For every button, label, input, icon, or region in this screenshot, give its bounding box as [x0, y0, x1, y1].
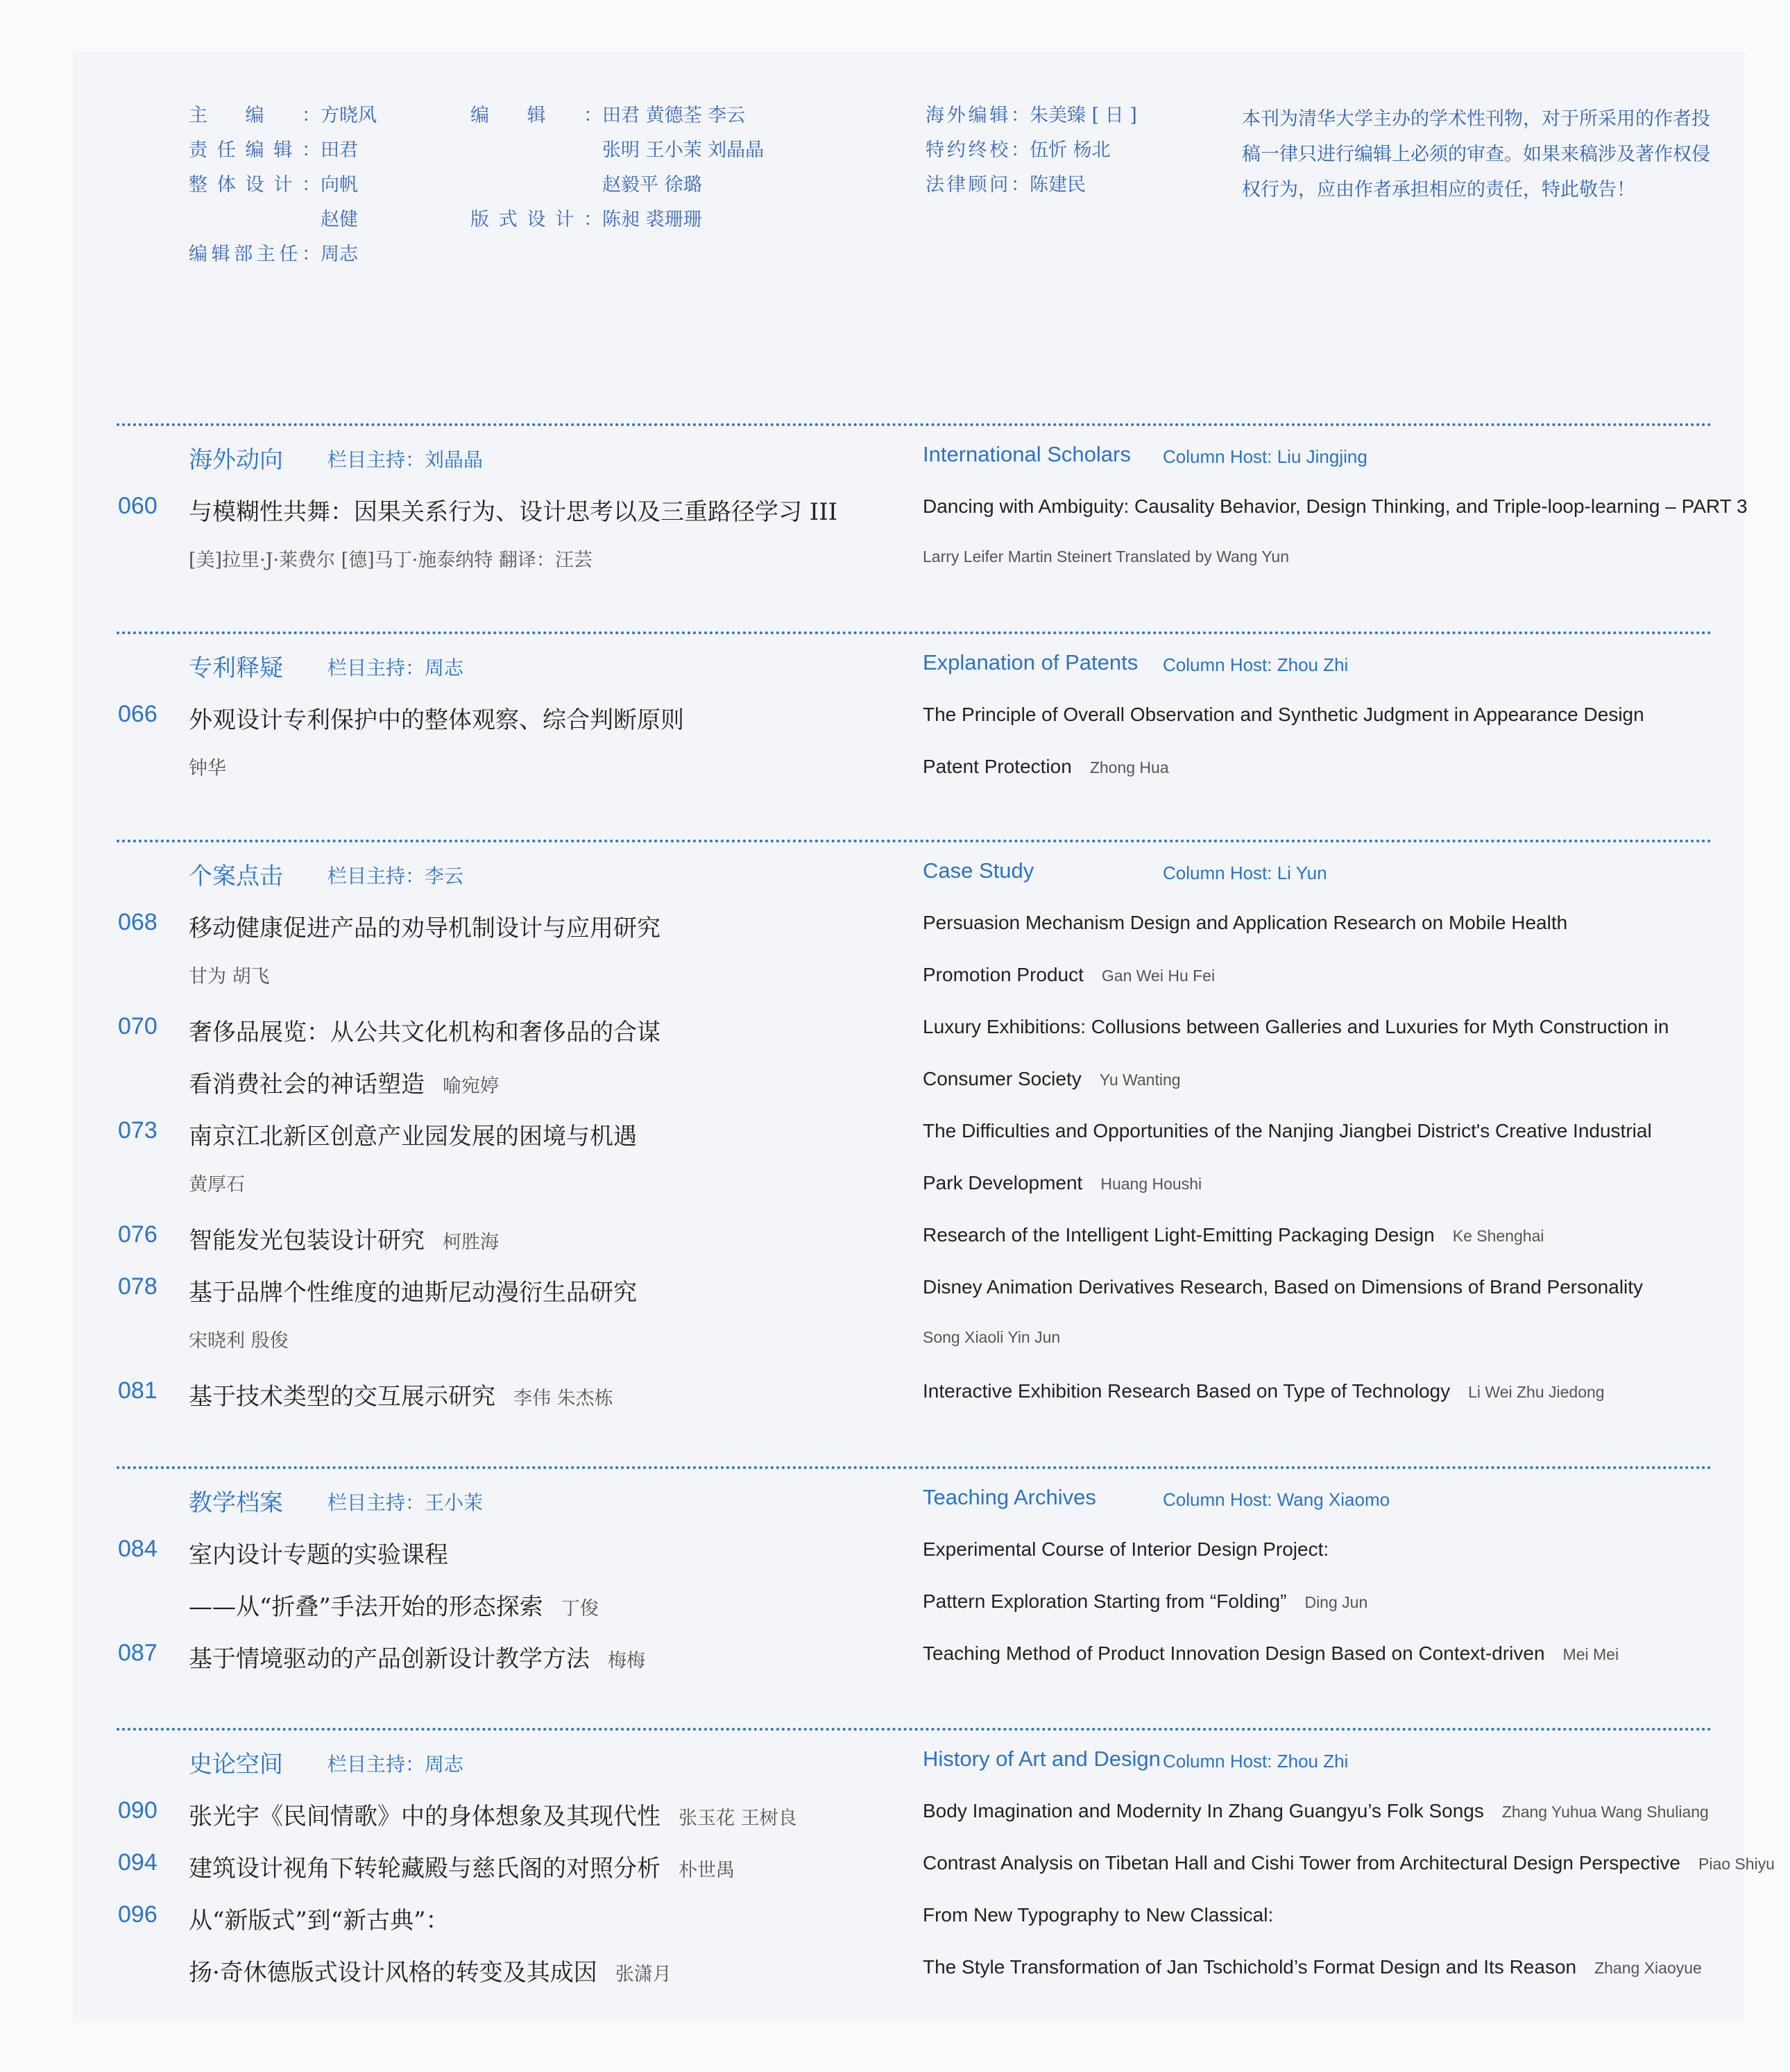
- masthead-value: 赵健: [321, 209, 358, 230]
- section-title-cn: 教学档案: [189, 1489, 283, 1517]
- article-author-en: Larry Leifer Martin Steinert Translated by Wang Yun: [923, 547, 1289, 566]
- entry-en: [923, 495, 1748, 518]
- masthead-row: [470, 133, 764, 168]
- masthead-value: 向帆: [321, 174, 358, 196]
- column-host-en: Column Host: Zhou Zhi: [1163, 1751, 1349, 1772]
- masthead-value: 方晓风: [321, 105, 377, 126]
- entry-en: [923, 756, 1169, 778]
- entry-cn: [189, 1013, 660, 1047]
- column-host-cn: 栏目主持：刘晶晶: [327, 448, 484, 471]
- page-number: 068: [118, 909, 157, 935]
- article-author-en: Zhang Xiaoyue: [1594, 1959, 1702, 1977]
- article-title-en[interactable]: The Difficulties and Opportunities of the Nanjing Jiangbei District's Creative Industrial: [923, 1120, 1652, 1141]
- article-title-en[interactable]: Luxury Exhibitions: Collusions between Galleries and Luxuries for Myth Construction in: [923, 1016, 1669, 1037]
- section-title-en: History of Art and Design: [923, 1747, 1161, 1771]
- page-number: 081: [118, 1377, 157, 1404]
- masthead-label: 编辑部主任：: [189, 244, 321, 265]
- entry-en: [923, 547, 1289, 566]
- page-number: 090: [118, 1797, 157, 1824]
- page-number: 096: [118, 1901, 157, 1928]
- article-author-cn: 柯胜海: [443, 1232, 499, 1253]
- masthead-row: [470, 168, 764, 203]
- article-author-cn: 喻宛婷: [443, 1076, 499, 1097]
- masthead-value: 张明 王小茉 刘晶晶: [602, 139, 765, 161]
- column-host-cn: 栏目主持：王小茉: [327, 1491, 484, 1514]
- section-title-en: International Scholars: [923, 442, 1131, 466]
- column-host-en: Column Host: Li Yun: [1163, 863, 1327, 883]
- entry-cn: [189, 701, 684, 735]
- page-number: 078: [118, 1273, 157, 1300]
- entry-en: [923, 1120, 1652, 1142]
- article-title-en[interactable]: The Principle of Overall Observation and Synthetic Judgment in Appearance Design: [923, 704, 1644, 725]
- article-title-en[interactable]: Research of the Intelligent Light-Emitting Packaging Design: [923, 1224, 1435, 1246]
- article-title-en[interactable]: From New Typography to New Classical:: [923, 1904, 1274, 1926]
- column-host-cn: 栏目主持：周志: [327, 656, 464, 679]
- page-number: 094: [118, 1849, 157, 1876]
- article-title-cn[interactable]: ——从“折叠”手法开始的形态探索: [189, 1593, 543, 1621]
- entry-cn: [189, 493, 837, 527]
- entry-cn: [189, 961, 270, 988]
- article-author-cn: 张潇月: [615, 1964, 672, 1985]
- article-title-cn[interactable]: 与模糊性共舞：因果关系行为、设计思考以及三重路径学习 III: [189, 498, 838, 526]
- article-author-cn: 朴世禺: [679, 1860, 735, 1881]
- masthead-value: 陈昶 裘珊珊: [602, 209, 702, 230]
- article-title-cn[interactable]: 基于情境驱动的产品创新设计教学方法: [189, 1645, 590, 1673]
- page-number: 070: [118, 1013, 157, 1039]
- masthead-label: 编辑：: [470, 105, 602, 126]
- masthead-row: [926, 99, 1137, 133]
- column-host-en: Column Host: Wang Xiaomo: [1163, 1489, 1390, 1510]
- entry-cn: [189, 1901, 450, 1935]
- entry-en: [923, 1328, 1060, 1347]
- column-host-en: Column Host: Liu Jingjing: [1163, 446, 1367, 467]
- section-title-en: Explanation of Patents: [923, 650, 1139, 674]
- entry-en: [923, 1904, 1273, 1926]
- article-title-cn[interactable]: 移动健康促进产品的劝导机制设计与应用研究: [189, 915, 660, 942]
- entry-cn: [189, 1797, 797, 1831]
- section-title-en: Case Study: [923, 858, 1034, 883]
- section-title-cn: 史论空间: [189, 1751, 283, 1778]
- masthead-value: 赵毅平 徐璐: [602, 174, 702, 196]
- section-divider: [117, 631, 1712, 634]
- entry-cn: [189, 1169, 245, 1196]
- article-author-en: Zhong Hua: [1089, 758, 1169, 776]
- section-divider: [117, 840, 1712, 842]
- article-author-en: Zhang Yuhua Wang Shuliang: [1501, 1803, 1709, 1821]
- article-title-en[interactable]: Teaching Method of Product Innovation Design Based on Context-driven: [923, 1642, 1545, 1664]
- entry-en: [923, 912, 1567, 934]
- article-title-cn[interactable]: 基于品牌个性维度的迪斯尼动漫衍生品研究: [189, 1279, 637, 1307]
- article-title-cn[interactable]: 从“新版式”到“新古典”：: [189, 1907, 450, 1935]
- article-title-en[interactable]: Consumer Society: [923, 1068, 1082, 1089]
- article-author-cn: 宋晓利 殷俊: [189, 1330, 289, 1352]
- entry-en: [923, 1590, 1367, 1613]
- masthead-value: 田君: [321, 139, 358, 161]
- entry-cn: [189, 1640, 645, 1674]
- masthead-row: [926, 133, 1137, 168]
- section-title-cn: 海外动向: [189, 446, 283, 474]
- article-title-cn[interactable]: 看消费社会的神话塑造: [189, 1071, 425, 1098]
- entry-en: [923, 1224, 1544, 1246]
- masthead-column-1: [189, 99, 377, 272]
- article-title-cn[interactable]: 扬·奇休德版式设计风格的转变及其成因: [189, 1959, 597, 1987]
- masthead-value: 伍忻 杨北: [1030, 139, 1111, 161]
- masthead-column-2: [470, 99, 764, 237]
- section-divider: [117, 423, 1712, 426]
- entry-cn: [189, 1849, 735, 1883]
- masthead-row: [189, 133, 377, 168]
- page-number: 060: [118, 493, 157, 519]
- article-title-cn[interactable]: 智能发光包装设计研究: [189, 1227, 425, 1255]
- article-title-cn[interactable]: 建筑设计视角下转轮藏殿与慈氏阁的对照分析: [189, 1855, 660, 1883]
- article-author-en: Yu Wanting: [1099, 1071, 1181, 1089]
- page-number: 084: [118, 1536, 157, 1562]
- article-title-cn[interactable]: 外观设计专利保护中的整体观察、综合判断原则: [189, 706, 684, 734]
- entry-cn: [189, 1377, 613, 1411]
- article-author-en: Song Xiaoli Yin Jun: [923, 1328, 1061, 1346]
- article-title-en[interactable]: Contrast Analysis on Tibetan Hall and Cishi Tower from Architectural Design Perspective: [923, 1852, 1680, 1874]
- entry-en: [923, 1276, 1643, 1298]
- article-author-cn: 李伟 朱杰栋: [513, 1388, 613, 1409]
- masthead-label: 法律顾问：: [926, 174, 1030, 196]
- masthead-row: [470, 203, 764, 237]
- page-number: 073: [118, 1117, 157, 1144]
- column-host-cn: 栏目主持：周志: [327, 1753, 464, 1776]
- masthead-value: 周志: [321, 244, 358, 265]
- masthead-row: [926, 168, 1137, 203]
- entry-en: [923, 1538, 1329, 1561]
- masthead-label: 海外编辑：: [926, 105, 1030, 126]
- article-author-cn: [美]拉里·J·莱费尔 [德]马丁·施泰纳特 翻译：汪芸: [189, 550, 593, 571]
- entry-cn: [189, 545, 593, 572]
- masthead-row: [189, 99, 377, 133]
- article-author-en: Ke Shenghai: [1452, 1227, 1544, 1245]
- article-author-en: Mei Mei: [1562, 1645, 1619, 1663]
- entry-en: [923, 964, 1215, 986]
- article-author-cn: 黄厚石: [189, 1174, 245, 1196]
- article-title-en[interactable]: Dancing with Ambiguity: Causality Behavior, Design Thinking, and Triple-loop-learning – PART 3: [923, 495, 1748, 517]
- page-number: 087: [118, 1640, 157, 1666]
- copyright-notice: 本刊为清华大学主办的学术性刊物，对于所采用的作者投稿一律只进行编辑上必须的审查。如果来稿涉及著作权侵权行为，应由作者承担相应的责任，特此敬告！: [1242, 108, 1710, 201]
- entry-en: [923, 704, 1644, 726]
- article-title-en[interactable]: Body Imagination and Modernity In Zhang Guangyu’s Folk Songs: [923, 1800, 1484, 1822]
- article-title-cn[interactable]: 基于技术类型的交互展示研究: [189, 1383, 495, 1411]
- entry-cn: [189, 1588, 599, 1622]
- masthead-value: 朱美臻 [ 日 ]: [1030, 105, 1137, 126]
- entry-cn: [189, 1953, 672, 1987]
- article-title-en[interactable]: The Style Transformation of Jan Tschichold’s Format Design and Its Reason: [923, 1956, 1577, 1978]
- entry-en: [923, 1068, 1181, 1090]
- masthead-label: 整体设计：: [189, 174, 321, 196]
- article-author-en: Ding Jun: [1304, 1593, 1368, 1611]
- entry-cn: [189, 1536, 448, 1570]
- article-title-en[interactable]: Patent Protection: [923, 756, 1072, 777]
- article-author-en: Gan Wei Hu Fei: [1101, 967, 1216, 985]
- entry-en: [923, 1172, 1202, 1194]
- entry-cn: [189, 1221, 499, 1255]
- column-host-cn: 栏目主持：李云: [327, 865, 464, 888]
- article-title-en[interactable]: Persuasion Mechanism Design and Application Research on Mobile Health: [923, 912, 1568, 933]
- section-divider: [117, 1728, 1712, 1731]
- article-title-en[interactable]: Disney Animation Derivatives Research, Based on Dimensions of Brand Personality: [923, 1276, 1644, 1298]
- entry-en: [923, 1956, 1702, 1978]
- entry-cn: [189, 1273, 637, 1307]
- entry-en: [923, 1016, 1669, 1038]
- page-number: 076: [118, 1221, 157, 1248]
- article-title-cn[interactable]: 室内设计专题的实验课程: [189, 1541, 448, 1569]
- entry-en: [923, 1852, 1775, 1874]
- entry-en: [923, 1642, 1619, 1665]
- entry-cn: [189, 1065, 499, 1099]
- article-author-en: Li Wei Zhu Jiedong: [1468, 1383, 1605, 1401]
- masthead-row: [189, 203, 377, 237]
- article-author-cn: 丁俊: [561, 1598, 599, 1620]
- article-author-cn: 张玉花 王树良: [679, 1808, 797, 1829]
- article-author-cn: 梅梅: [608, 1650, 645, 1672]
- article-title-cn[interactable]: 奢侈品展览：从公共文化机构和奢侈品的合谋: [189, 1019, 660, 1046]
- masthead-label: 版式设计：: [470, 209, 602, 230]
- column-host-en: Column Host: Zhou Zhi: [1163, 654, 1349, 675]
- article-author-en: Huang Houshi: [1100, 1175, 1202, 1193]
- masthead-label: 责任编辑：: [189, 139, 321, 161]
- entry-cn: [189, 753, 226, 780]
- section-divider: [117, 1466, 1712, 1469]
- masthead-row: [189, 168, 377, 203]
- article-title-en[interactable]: Pattern Exploration Starting from “Folding”: [923, 1590, 1287, 1612]
- masthead-value: 田君 黄德荃 李云: [602, 105, 746, 126]
- entry-cn: [189, 909, 660, 943]
- masthead-label: 主编：: [189, 105, 321, 126]
- article-title-en[interactable]: Interactive Exhibition Research Based on Type of Technology: [923, 1380, 1451, 1402]
- article-title-cn[interactable]: 张光宇《民间情歌》中的身体想象及其现代性: [189, 1803, 660, 1831]
- masthead-column-3: [926, 99, 1137, 203]
- masthead-label: 特约终校：: [926, 139, 1030, 161]
- article-title-en[interactable]: Park Development: [923, 1172, 1083, 1194]
- article-author-cn: 甘为 胡飞: [189, 966, 270, 987]
- article-title-en[interactable]: Promotion Product: [923, 964, 1084, 985]
- masthead-row: [189, 237, 377, 272]
- article-author-cn: 钟华: [189, 758, 226, 779]
- article-title-en[interactable]: Experimental Course of Interior Design Project:: [923, 1538, 1329, 1560]
- entry-cn: [189, 1117, 637, 1151]
- entry-en: [923, 1800, 1709, 1822]
- entry-cn: [189, 1325, 289, 1352]
- masthead-value: 陈建民: [1030, 174, 1086, 196]
- masthead-row: [470, 99, 764, 133]
- page-number: 066: [118, 701, 157, 727]
- section-title-en: Teaching Archives: [923, 1485, 1096, 1509]
- entry-en: [923, 1380, 1605, 1402]
- article-title-cn[interactable]: 南京江北新区创意产业园发展的困境与机遇: [189, 1123, 637, 1150]
- section-title-cn: 个案点击: [189, 863, 283, 890]
- article-author-en: Piao Shiyu: [1698, 1855, 1775, 1873]
- section-title-cn: 专利释疑: [189, 654, 283, 682]
